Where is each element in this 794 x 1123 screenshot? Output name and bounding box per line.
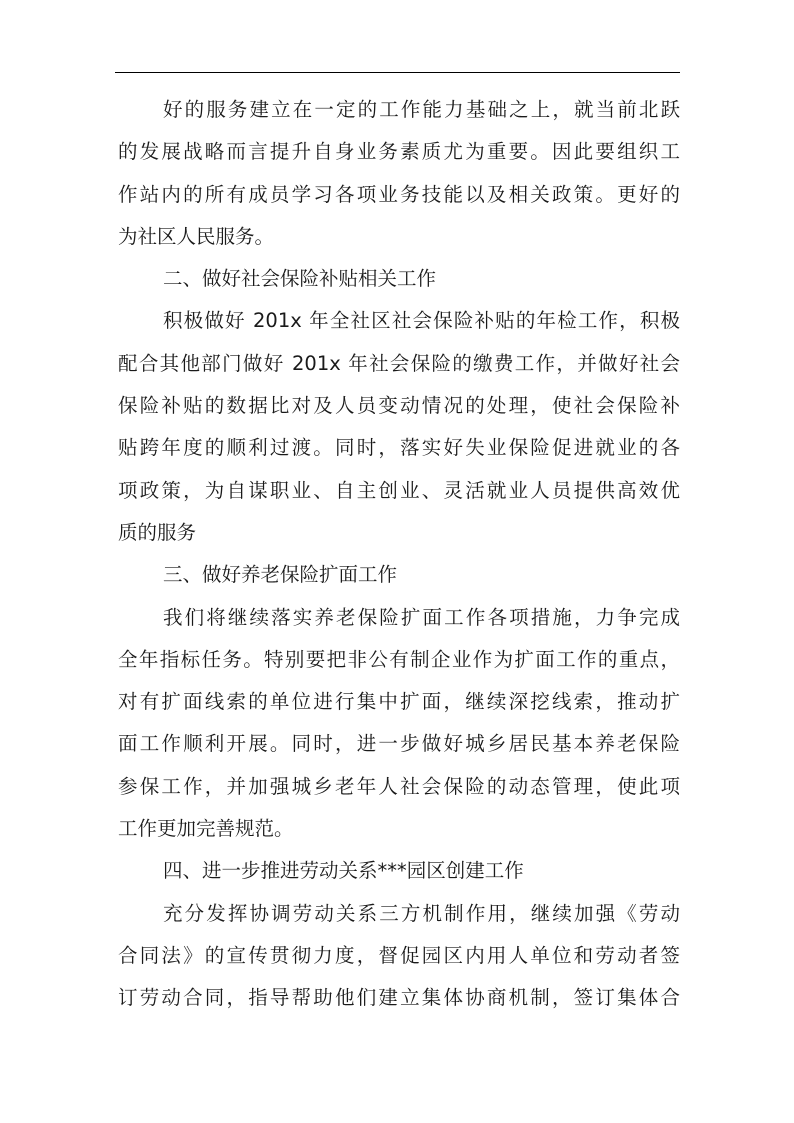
paragraph-line: 为社区人民服务。 — [118, 224, 275, 248]
paragraph-line: 订劳动合同，指导帮助他们建立集体协商机制，签订集体合 — [118, 986, 680, 1010]
paragraph-line: 作站内的所有成员学习各项业务技能以及相关政策。更好的 — [118, 182, 680, 206]
paragraph-line: 的发展战略而言提升自身业务素质尤为重要。因此要组织工 — [118, 140, 680, 164]
paragraph-line: 对有扩面线索的单位进行集中扩面，继续深挖线索，推动扩 — [118, 690, 680, 714]
paragraph-line: 积极做好 201x 年全社区社会保险补贴的年检工作，积极 — [163, 309, 680, 333]
paragraph-line: 保险补贴的数据比对及人员变动情况的处理，使社会保险补 — [118, 394, 680, 418]
section-heading-4: 四、进一步推进劳动关系***园区创建工作 — [163, 859, 524, 883]
paragraph-line: 全年指标任务。特别要把非公有制企业作为扩面工作的重点， — [118, 647, 680, 671]
paragraph-line: 项政策，为自谋职业、自主创业、灵活就业人员提供高效优 — [118, 478, 680, 502]
paragraph-line: 质的服务 — [118, 520, 197, 544]
paragraph-line: 工作更加完善规范。 — [118, 817, 294, 841]
paragraph-line: 充分发挥协调劳动关系三方机制作用，继续加强《劳动 — [163, 901, 680, 925]
section-heading-3: 三、做好养老保险扩面工作 — [163, 563, 398, 587]
section-heading-2: 二、做好社会保险补贴相关工作 — [163, 267, 437, 291]
paragraph-line: 面工作顺利开展。同时，进一步做好城乡居民基本养老保险 — [118, 732, 680, 756]
paragraph-line: 好的服务建立在一定的工作能力基础之上，就当前北跃 — [163, 98, 680, 121]
document-body — [118, 89, 680, 1020]
paragraph-line: 配合其他部门做好 201x 年社会保险的缴费工作，并做好社会 — [118, 351, 680, 375]
paragraph-line: 合同法》的宣传贯彻力度，督促园区内用人单位和劳动者签 — [118, 943, 680, 967]
header-divider — [115, 72, 680, 73]
paragraph-line: 贴跨年度的顺利过渡。同时，落实好失业保险促进就业的各 — [118, 436, 680, 460]
paragraph-line: 参保工作，并加强城乡老年人社会保险的动态管理，使此项 — [118, 774, 680, 798]
paragraph-line: 我们将继续落实养老保险扩面工作各项措施，力争完成 — [163, 605, 680, 629]
